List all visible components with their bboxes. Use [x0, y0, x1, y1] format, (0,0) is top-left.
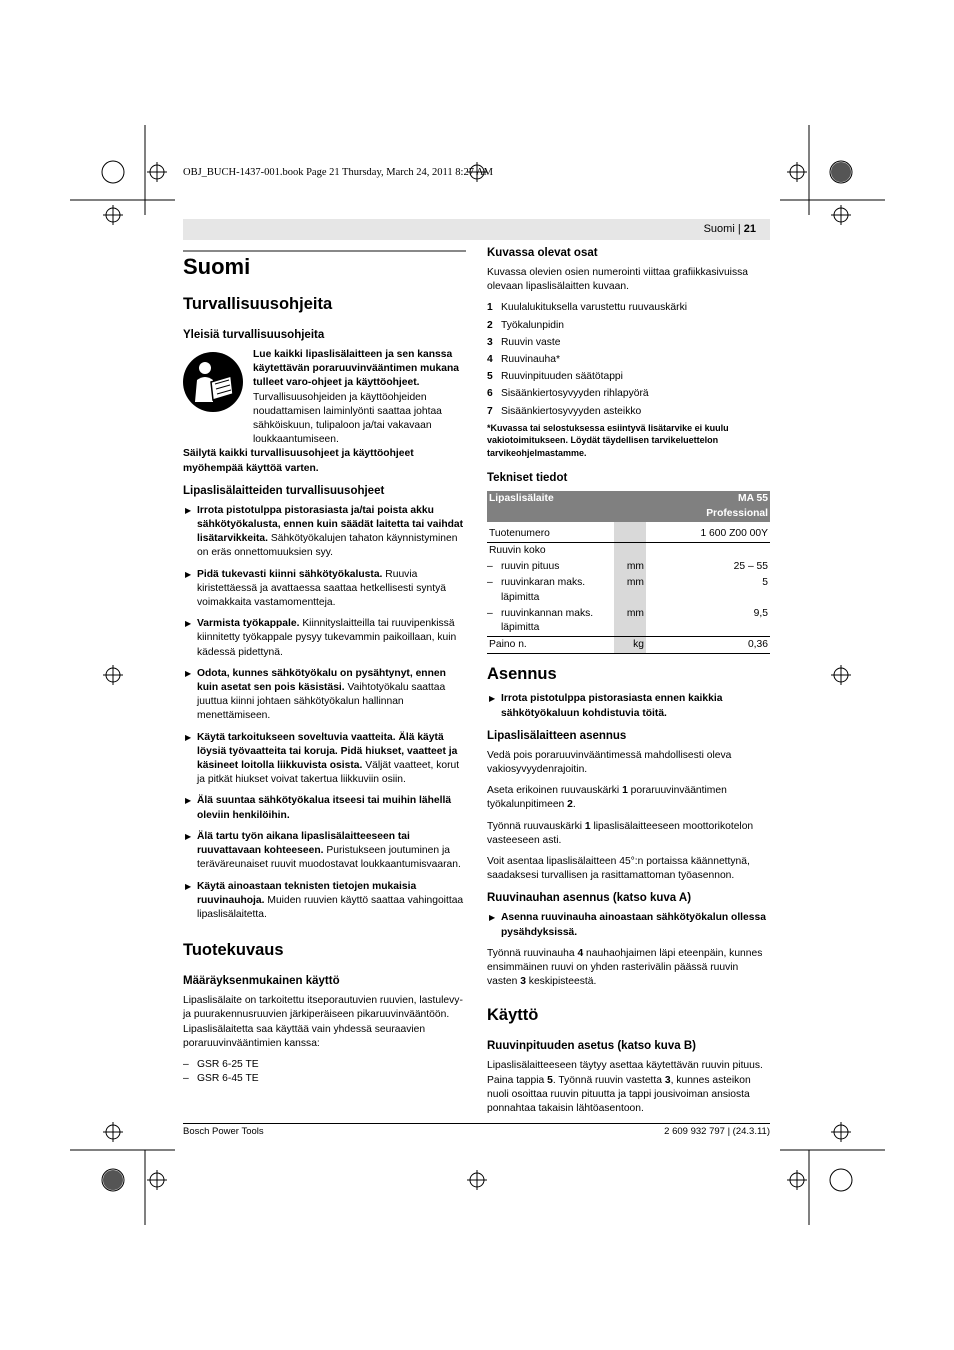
list-item: 6 Sisäänkiertosyvyyden rihlapyörä [487, 388, 649, 400]
print-meta-line: OBJ_BUCH-1437-001.book Page 21 Thursday, March 24, 2011 8:27 AM [183, 167, 493, 178]
length-paragraph: Lipaslisälaitteeseen täytyy asettaa käytettävän ruuvin pituus. Paina tappia 5. Työnnä ruuvin vastetta 3, kunnes asteikon nuoli osoittaa ruuvin pituutta ja tappi jousivoiman ansiosta ponnahtaa takaisin lähtöasentoon. [487, 1060, 763, 1115]
table-row: – ruuvinkaran maks. läpimitta mm 5 [487, 575, 770, 605]
footer-brand: Bosch Power Tools [183, 1126, 264, 1137]
keep-instructions: Säilytä kaikki turvallisuusohjeet ja käyttöohjeet myöhempää käyttöä varten. [183, 448, 414, 474]
read-manual-icon [183, 352, 243, 412]
list-item: 3 Ruuvin vaste [487, 336, 561, 348]
safety-bullet: ▶ Irrota pistotulppa pistorasiasta ja/tai poista akku sähkötyökalusta, ennen kuin säädät laitetta tai vaihdat lisätarvikkeita. Sähkötyökalujen tahaton käynnistyminen on eräs onnettomuuksien syy. [183, 504, 466, 561]
heading-safety: Turvallisuusohjeita [183, 295, 333, 313]
strip-bullet: ▶ Asenna ruuvinauha ainoastaan sähkötyökalun ollessa pysähdyksissä. [487, 911, 770, 939]
mount-paragraph: Työnnä ruuvauskärki 1 lipaslisälaitteeseen moottorikotelon vasteeseen asti. [487, 820, 754, 846]
right-column [487, 246, 770, 1123]
left-column [183, 250, 466, 1086]
heading-assembly: Asennus [487, 665, 557, 684]
heading-mounting: Lipaslisälaitteen asennus [487, 729, 627, 742]
mount-paragraph: Vedä pois poraruuvinvääntimessä mahdollisesti oleva vakiosyvyydenrajoitin. [487, 749, 732, 775]
heading-strip: Ruuvinauhan asennus (katso kuva A) [487, 892, 692, 905]
heading-product: Tuotekuvaus [183, 941, 284, 960]
parts-list [487, 301, 770, 418]
safety-bullet: ▶ Älä suuntaa sähkötyökalua itseesi tai muihin lähellä oleviin henkilöihin. [183, 794, 466, 822]
model-item: – GSR 6-25 TE [183, 1058, 466, 1072]
safety-bullet: ▶ Älä tartu työn aikana lipaslisälaitteeseen tai ruuvattavaan kohteeseen. Puristukseen joutuminen ja teräväreunaiset ruuvit muodostavat loukkaantumisvaaran. [183, 830, 466, 873]
table-row: – ruuvin pituus mm 25 – 55 [487, 559, 770, 575]
warning-text: Lue kaikki lipaslisälaitteen ja sen kanssa käytettävän poraruuvinvääntimen mukana tulleet varo-ohjeet ja käyttöohjeet. Turvallisuusohjeiden ja käyttöohjeiden noudattamisen laiminlyönti saattaa johtaa sähköiskuun, tulipaloon ja/tai vakavaan loukkaantumiseen. [253, 349, 460, 446]
heading-use: Käyttö [487, 1006, 539, 1025]
heading-general-safety: Yleisiä turvallisuusohjeita [183, 329, 325, 341]
heading-intended-use: Määräyksenmukainen käyttö [183, 975, 340, 988]
list-item: 2 Työkalunpidin [487, 319, 564, 331]
model-item: – GSR 6-45 TE [183, 1072, 466, 1086]
safety-bullet: ▶ Käytä tarkoitukseen soveltuvia vaatteita. Älä käytä löysiä työvaatteita tai koruja. Pidä hiukset, vaatteet ja käsineet loitolla liikkuvista osista. Väljät vaatteet, korut ja pitkät hiukset voivat takertua liikkuviin osiin. [183, 731, 466, 788]
footer-rule [183, 1123, 770, 1124]
mount-paragraph: Voit asentaa lipaslisälaitteen 45°:n portaissa käännettynä, saadaksesi turvallisen ja rasittamattoman työasennon. [487, 855, 750, 882]
table-row: Ruuvin koko [487, 542, 770, 559]
table-row: Paino n. kg 0,36 [487, 637, 770, 654]
page-number: Suomi | 21 [703, 223, 756, 235]
parts-intro: Kuvassa olevien osien numerointi viittaa grafiikkasivuissa olevaan lipaslisälaitten kuvaan. [487, 267, 748, 293]
list-item: 4 Ruuvinauha* [487, 354, 560, 366]
table-row: Lipaslisälaite MA 55 Professional [487, 491, 770, 521]
warning-box [183, 348, 466, 447]
list-item: 1 Kuulalukituksella varustettu ruuvauskärki [487, 302, 688, 314]
table-row: Tuotenumero 1 600 Z00 00Y [487, 522, 770, 543]
page-header [183, 219, 770, 240]
safety-bullet: ▶ Käytä ainoastaan teknisten tietojen mukaisia ruuvinauhoja. Muiden ruuvien käyttö saattaa vahingoittaa lipaslisälaitetta. [183, 880, 466, 923]
assembly-bullet: ▶ Irrota pistotulppa pistorasiasta ennen kaikkia sähkötyökaluun kohdistuvia töitä. [487, 692, 770, 720]
strip-paragraph: Työnnä ruuvinauha 4 nauhaohjaimen läpi eteenpäin, kunnes ensimmäinen ruuvi on yhden rasterivälin päässä ruuvin vasten 3 keskipisteestä. [487, 947, 763, 988]
technical-data-table [487, 491, 770, 654]
safety-bullet: ▶ Varmista työkappale. Kiinnityslaitteilla tai ruuvipenkissä kiinnitetty työkappale pysyy tukevammin paikoillaan, kuin kädessä pidettynä. [183, 617, 466, 660]
list-item: 7 Sisäänkiertosyvyyden asteikko [487, 405, 642, 417]
intended-use-text: Lipaslisälaite on tarkoitettu itseporautuvien ruuvien, lastulevy- ja puurakennusruuvien järkiperäiseen pikaruuvinvääntöön. Lipaslisälaitetta saa käyttää vain yhdessä seuraavien poraruuvinvääntimien kanssa: [183, 995, 463, 1049]
safety-bullet: ▶ Pidä tukevasti kiinni sähkötyökalusta. Ruuvia kiristettäessä ja avattaessa saattaa hetkellisesti syntyä voimakkaita vastamomentteja. [183, 568, 466, 611]
list-item: 5 Ruuvinpituuden säätötappi [487, 371, 623, 383]
heading-parts: Kuvassa olevat osat [487, 247, 598, 259]
heading-screw-length: Ruuvinpituuden asetus (katso kuva B) [487, 1040, 696, 1053]
mount-paragraph: Aseta erikoinen ruuvauskärki 1 poraruuvinvääntimen työkalunpitimeen 2. [487, 785, 727, 811]
safety-bullets [183, 504, 466, 922]
table-row: – ruuvinkannan maks. läpimitta mm 9,5 [487, 606, 770, 637]
safety-bullet: ▶ Odota, kunnes sähkötyökalu on pysähtynyt, ennen kuin asetat sen pois käsistäsi. Vaihtotyökalu saattaa juuttua kiinni johtaen sähkötyökalun hallinnan menettämiseen. [183, 667, 466, 724]
page-title: Suomi [183, 254, 251, 279]
heading-magazine-safety: Lipaslisälaitteiden turvallisuusohjeet [183, 484, 385, 497]
footer-doc-number: 2 609 932 797 | (24.3.11) [664, 1126, 770, 1137]
parts-note: *Kuvassa tai selostuksessa esiintyvä lisätarvike ei kuulu vakiotoimitukseen. Löydät täydellisen tarvikeluettelon tarvikeohjelmastamme. [487, 422, 729, 458]
heading-technical-data: Tekniset tiedot [487, 472, 568, 485]
